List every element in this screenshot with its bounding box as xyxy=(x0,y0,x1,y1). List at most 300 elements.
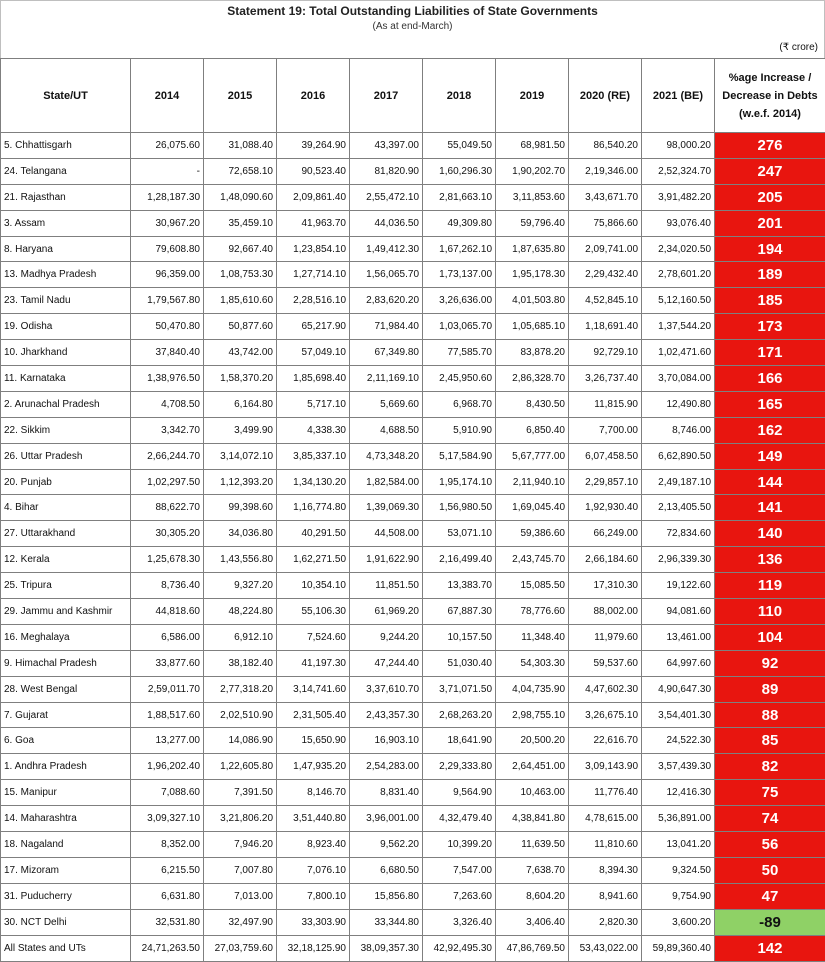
liability-value-cell: 4,73,348.20 xyxy=(350,443,423,469)
liability-value-cell: 2,45,950.60 xyxy=(423,366,496,392)
liability-value-cell: 49,309.80 xyxy=(423,210,496,236)
liability-value-cell: 3,499.90 xyxy=(204,417,277,443)
liability-value-cell: 15,650.90 xyxy=(277,728,350,754)
liability-value-cell: 24,71,263.50 xyxy=(131,935,204,961)
liability-value-cell: 37,840.40 xyxy=(131,340,204,366)
liability-value-cell: 9,324.50 xyxy=(642,857,715,883)
pct-change-cell: 104 xyxy=(715,624,825,650)
liability-value-cell: 59,537.60 xyxy=(569,650,642,676)
liability-value-cell: 2,64,451.00 xyxy=(496,754,569,780)
liability-value-cell: 2,09,741.00 xyxy=(569,236,642,262)
liability-value-cell: 2,83,620.20 xyxy=(350,288,423,314)
liability-value-cell: 44,036.50 xyxy=(350,210,423,236)
liability-value-cell: 11,815.90 xyxy=(569,391,642,417)
liability-value-cell: 14,086.90 xyxy=(204,728,277,754)
pct-change-cell: 89 xyxy=(715,676,825,702)
liability-value-cell: 17,310.30 xyxy=(569,573,642,599)
header-year: 2019 xyxy=(496,59,569,133)
liabilities-table xyxy=(0,58,825,962)
header-year: 2020 (RE) xyxy=(569,59,642,133)
liability-value-cell: 8,923.40 xyxy=(277,832,350,858)
liability-value-cell: 50,470.80 xyxy=(131,314,204,340)
liability-value-cell: 5,910.90 xyxy=(423,417,496,443)
liability-value-cell: 1,12,393.20 xyxy=(204,469,277,495)
pct-change-cell: 201 xyxy=(715,210,825,236)
liability-value-cell: 2,29,333.80 xyxy=(423,754,496,780)
header-row xyxy=(1,59,825,133)
liability-value-cell: 27,03,759.60 xyxy=(204,935,277,961)
liability-value-cell: 3,26,636.00 xyxy=(423,288,496,314)
liability-value-cell: 1,90,202.70 xyxy=(496,158,569,184)
liability-value-cell: 1,49,412.30 xyxy=(350,236,423,262)
liability-value-cell: 3,406.40 xyxy=(496,909,569,935)
liability-value-cell: 54,303.30 xyxy=(496,650,569,676)
liability-value-cell: 6,968.70 xyxy=(423,391,496,417)
liability-value-cell: 1,05,685.10 xyxy=(496,314,569,340)
liability-value-cell: 8,430.50 xyxy=(496,391,569,417)
pct-change-cell: 205 xyxy=(715,184,825,210)
liability-value-cell: 11,979.60 xyxy=(569,624,642,650)
liability-value-cell: 24,522.30 xyxy=(642,728,715,754)
liability-value-cell: 2,55,472.10 xyxy=(350,184,423,210)
liability-value-cell: 78,776.60 xyxy=(496,599,569,625)
liability-value-cell: 6,912.10 xyxy=(204,624,277,650)
liability-value-cell: 43,397.00 xyxy=(350,133,423,159)
state-name-cell: 19. Odisha xyxy=(1,314,131,340)
liability-value-cell: 93,076.40 xyxy=(642,210,715,236)
liability-value-cell: 12,416.30 xyxy=(642,780,715,806)
liability-value-cell: 22,616.70 xyxy=(569,728,642,754)
state-name-cell: 2. Arunachal Pradesh xyxy=(1,391,131,417)
table-row xyxy=(1,210,825,236)
liability-value-cell: 92,729.10 xyxy=(569,340,642,366)
table-row xyxy=(1,366,825,392)
liability-value-cell: 88,002.00 xyxy=(569,599,642,625)
pct-change-cell: 162 xyxy=(715,417,825,443)
liability-value-cell: 51,030.40 xyxy=(423,650,496,676)
state-name-cell: 18. Nagaland xyxy=(1,832,131,858)
liability-value-cell: 2,86,328.70 xyxy=(496,366,569,392)
liability-value-cell: 3,09,143.90 xyxy=(569,754,642,780)
liability-value-cell: 3,70,084.00 xyxy=(642,366,715,392)
liability-value-cell: 7,547.00 xyxy=(423,857,496,883)
liability-value-cell: 3,342.70 xyxy=(131,417,204,443)
liability-value-cell: 8,352.00 xyxy=(131,832,204,858)
pct-change-cell: 194 xyxy=(715,236,825,262)
liability-value-cell: 7,638.70 xyxy=(496,857,569,883)
liability-value-cell: 3,09,327.10 xyxy=(131,806,204,832)
liability-value-cell: 7,013.00 xyxy=(204,883,277,909)
table-row xyxy=(1,780,825,806)
liability-value-cell: 8,394.30 xyxy=(569,857,642,883)
liability-value-cell: 41,197.30 xyxy=(277,650,350,676)
liability-value-cell: - xyxy=(131,158,204,184)
liability-value-cell: 3,54,401.30 xyxy=(642,702,715,728)
liability-value-cell: 86,540.20 xyxy=(569,133,642,159)
pct-change-cell: 165 xyxy=(715,391,825,417)
liability-value-cell: 1,96,202.40 xyxy=(131,754,204,780)
liability-value-cell: 1,27,714.10 xyxy=(277,262,350,288)
liability-value-cell: 1,82,584.00 xyxy=(350,469,423,495)
table-row xyxy=(1,288,825,314)
table-row xyxy=(1,340,825,366)
table-row xyxy=(1,935,825,961)
liability-value-cell: 7,007.80 xyxy=(204,857,277,883)
liability-value-cell: 77,585.70 xyxy=(423,340,496,366)
liability-value-cell: 2,66,244.70 xyxy=(131,443,204,469)
liability-value-cell: 3,51,440.80 xyxy=(277,806,350,832)
state-name-cell: 13. Madhya Pradesh xyxy=(1,262,131,288)
liability-value-cell: 75,866.60 xyxy=(569,210,642,236)
state-name-cell: 7. Gujarat xyxy=(1,702,131,728)
pct-change-cell: 144 xyxy=(715,469,825,495)
liability-value-cell: 41,963.70 xyxy=(277,210,350,236)
pct-change-cell: 47 xyxy=(715,883,825,909)
liability-value-cell: 33,303.90 xyxy=(277,909,350,935)
liability-value-cell: 2,13,405.50 xyxy=(642,495,715,521)
liability-value-cell: 2,98,755.10 xyxy=(496,702,569,728)
liability-value-cell: 8,831.40 xyxy=(350,780,423,806)
liability-value-cell: 44,818.60 xyxy=(131,599,204,625)
table-row xyxy=(1,521,825,547)
liability-value-cell: 1,95,178.30 xyxy=(496,262,569,288)
liability-value-cell: 53,071.10 xyxy=(423,521,496,547)
liability-value-cell: 39,264.90 xyxy=(277,133,350,159)
state-name-cell: 27. Uttarakhand xyxy=(1,521,131,547)
liability-value-cell: 68,981.50 xyxy=(496,133,569,159)
liability-value-cell: 67,887.30 xyxy=(423,599,496,625)
liability-value-cell: 2,16,499.40 xyxy=(423,547,496,573)
liability-value-cell: 6,07,458.50 xyxy=(569,443,642,469)
liability-value-cell: 42,92,495.30 xyxy=(423,935,496,961)
liability-value-cell: 3,43,671.70 xyxy=(569,184,642,210)
liability-value-cell: 1,73,137.00 xyxy=(423,262,496,288)
liability-value-cell: 6,680.50 xyxy=(350,857,423,883)
liability-value-cell: 59,796.40 xyxy=(496,210,569,236)
table-row xyxy=(1,547,825,573)
header-year: 2018 xyxy=(423,59,496,133)
liability-value-cell: 11,639.50 xyxy=(496,832,569,858)
pct-change-cell: 189 xyxy=(715,262,825,288)
state-name-cell: 22. Sikkim xyxy=(1,417,131,443)
table-row xyxy=(1,909,825,935)
liability-value-cell: 12,490.80 xyxy=(642,391,715,417)
liability-value-cell: 72,658.10 xyxy=(204,158,277,184)
state-name-cell: 30. NCT Delhi xyxy=(1,909,131,935)
liability-value-cell: 30,305.20 xyxy=(131,521,204,547)
liability-value-cell: 1,43,556.80 xyxy=(204,547,277,573)
state-name-cell: 12. Kerala xyxy=(1,547,131,573)
state-name-cell: All States and UTs xyxy=(1,935,131,961)
state-name-cell: 14. Maharashtra xyxy=(1,806,131,832)
liability-value-cell: 4,90,647.30 xyxy=(642,676,715,702)
liability-value-cell: 3,26,675.10 xyxy=(569,702,642,728)
liability-value-cell: 2,29,432.40 xyxy=(569,262,642,288)
liability-value-cell: 6,850.40 xyxy=(496,417,569,443)
header-pct-line: %age Increase / xyxy=(718,69,822,87)
table-row xyxy=(1,443,825,469)
liability-value-cell: 1,85,698.40 xyxy=(277,366,350,392)
liability-value-cell: 1,56,065.70 xyxy=(350,262,423,288)
liability-value-cell: 1,18,691.40 xyxy=(569,314,642,340)
liability-value-cell: 5,36,891.00 xyxy=(642,806,715,832)
liability-value-cell: 2,96,339.30 xyxy=(642,547,715,573)
table-row xyxy=(1,883,825,909)
table-row xyxy=(1,417,825,443)
liability-value-cell: 1,02,471.60 xyxy=(642,340,715,366)
liability-value-cell: 1,85,610.60 xyxy=(204,288,277,314)
header-year: 2017 xyxy=(350,59,423,133)
liability-value-cell: 38,09,357.30 xyxy=(350,935,423,961)
liability-value-cell: 38,182.40 xyxy=(204,650,277,676)
liability-value-cell: 1,34,130.20 xyxy=(277,469,350,495)
pct-change-cell: 171 xyxy=(715,340,825,366)
state-name-cell: 6. Goa xyxy=(1,728,131,754)
liability-value-cell: 7,088.60 xyxy=(131,780,204,806)
statement-title: Statement 19: Total Outstanding Liabilities of State Governments xyxy=(1,1,824,18)
liability-value-cell: 3,71,071.50 xyxy=(423,676,496,702)
liability-value-cell: 83,878.20 xyxy=(496,340,569,366)
liability-value-cell: 19,122.60 xyxy=(642,573,715,599)
liability-value-cell: 2,81,663.10 xyxy=(423,184,496,210)
unit-label: (₹ crore) xyxy=(0,38,825,58)
state-name-cell: 4. Bihar xyxy=(1,495,131,521)
liability-value-cell: 1,48,090.60 xyxy=(204,184,277,210)
liability-value-cell: 3,11,853.60 xyxy=(496,184,569,210)
liability-value-cell: 2,31,505.40 xyxy=(277,702,350,728)
liability-value-cell: 3,14,741.60 xyxy=(277,676,350,702)
liability-value-cell: 6,164.80 xyxy=(204,391,277,417)
liability-value-cell: 3,600.20 xyxy=(642,909,715,935)
liability-value-cell: 47,244.40 xyxy=(350,650,423,676)
liability-value-cell: 2,29,857.10 xyxy=(569,469,642,495)
liability-value-cell: 8,604.20 xyxy=(496,883,569,909)
table-row xyxy=(1,469,825,495)
liability-value-cell: 2,28,516.10 xyxy=(277,288,350,314)
pct-change-cell: 149 xyxy=(715,443,825,469)
state-name-cell: 20. Punjab xyxy=(1,469,131,495)
liability-value-cell: 4,04,735.90 xyxy=(496,676,569,702)
state-name-cell: 24. Telangana xyxy=(1,158,131,184)
liability-value-cell: 66,249.00 xyxy=(569,521,642,547)
liability-value-cell: 2,66,184.60 xyxy=(569,547,642,573)
liability-value-cell: 2,11,169.10 xyxy=(350,366,423,392)
liability-value-cell: 4,78,615.00 xyxy=(569,806,642,832)
liability-value-cell: 2,54,283.00 xyxy=(350,754,423,780)
liability-value-cell: 35,459.10 xyxy=(204,210,277,236)
liability-value-cell: 57,049.10 xyxy=(277,340,350,366)
pct-change-cell: 50 xyxy=(715,857,825,883)
liability-value-cell: 1,95,174.10 xyxy=(423,469,496,495)
liability-value-cell: 5,669.60 xyxy=(350,391,423,417)
liability-value-cell: 2,19,346.00 xyxy=(569,158,642,184)
state-name-cell: 21. Rajasthan xyxy=(1,184,131,210)
liability-value-cell: 90,523.40 xyxy=(277,158,350,184)
state-name-cell: 1. Andhra Pradesh xyxy=(1,754,131,780)
liability-value-cell: 1,62,271.50 xyxy=(277,547,350,573)
liability-value-cell: 3,26,737.40 xyxy=(569,366,642,392)
table-row xyxy=(1,832,825,858)
liability-value-cell: 2,78,601.20 xyxy=(642,262,715,288)
liability-value-cell: 7,076.10 xyxy=(277,857,350,883)
state-name-cell: 26. Uttar Pradesh xyxy=(1,443,131,469)
liability-value-cell: 13,383.70 xyxy=(423,573,496,599)
header-pct-line: Decrease in Debts xyxy=(718,87,822,105)
liability-value-cell: 20,500.20 xyxy=(496,728,569,754)
liability-value-cell: 98,000.20 xyxy=(642,133,715,159)
liability-value-cell: 9,564.90 xyxy=(423,780,496,806)
state-name-cell: 16. Meghalaya xyxy=(1,624,131,650)
liability-value-cell: 94,081.60 xyxy=(642,599,715,625)
liability-value-cell: 8,746.00 xyxy=(642,417,715,443)
liability-value-cell: 43,742.00 xyxy=(204,340,277,366)
liability-value-cell: 33,344.80 xyxy=(350,909,423,935)
liability-value-cell: 2,02,510.90 xyxy=(204,702,277,728)
liability-value-cell: 64,997.60 xyxy=(642,650,715,676)
liability-value-cell: 81,820.90 xyxy=(350,158,423,184)
liability-value-cell: 50,877.60 xyxy=(204,314,277,340)
state-name-cell: 10. Jharkhand xyxy=(1,340,131,366)
statement-subtitle: (As at end-March) xyxy=(1,18,824,32)
liability-value-cell: 16,903.10 xyxy=(350,728,423,754)
pct-change-cell: 110 xyxy=(715,599,825,625)
liability-value-cell: 30,967.20 xyxy=(131,210,204,236)
liability-value-cell: 8,941.60 xyxy=(569,883,642,909)
liability-value-cell: 32,497.90 xyxy=(204,909,277,935)
liability-value-cell: 4,38,841.80 xyxy=(496,806,569,832)
table-row xyxy=(1,702,825,728)
liability-value-cell: 67,349.80 xyxy=(350,340,423,366)
liability-value-cell: 9,244.20 xyxy=(350,624,423,650)
liability-value-cell: 8,736.40 xyxy=(131,573,204,599)
liability-value-cell: 2,11,940.10 xyxy=(496,469,569,495)
pct-change-cell: 247 xyxy=(715,158,825,184)
liability-value-cell: 99,398.60 xyxy=(204,495,277,521)
liability-value-cell: 1,08,753.30 xyxy=(204,262,277,288)
table-row xyxy=(1,676,825,702)
header-state: State/UT xyxy=(1,59,131,133)
liability-value-cell: 8,146.70 xyxy=(277,780,350,806)
state-name-cell: 11. Karnataka xyxy=(1,366,131,392)
liability-value-cell: 1,69,045.40 xyxy=(496,495,569,521)
pct-change-cell: 173 xyxy=(715,314,825,340)
pct-change-cell: 166 xyxy=(715,366,825,392)
liability-value-cell: 53,43,022.00 xyxy=(569,935,642,961)
liability-value-cell: 32,531.80 xyxy=(131,909,204,935)
liability-value-cell: 1,87,635.80 xyxy=(496,236,569,262)
table-row xyxy=(1,599,825,625)
state-name-cell: 9. Himachal Pradesh xyxy=(1,650,131,676)
liability-value-cell: 71,984.40 xyxy=(350,314,423,340)
table-row xyxy=(1,806,825,832)
state-name-cell: 8. Haryana xyxy=(1,236,131,262)
liability-value-cell: 2,43,745.70 xyxy=(496,547,569,573)
liability-value-cell: 32,18,125.90 xyxy=(277,935,350,961)
title-band xyxy=(0,0,825,38)
liability-value-cell: 47,86,769.50 xyxy=(496,935,569,961)
liability-value-cell: 7,263.60 xyxy=(423,883,496,909)
pct-change-cell: 92 xyxy=(715,650,825,676)
liability-value-cell: 15,085.50 xyxy=(496,573,569,599)
liability-value-cell: 9,754.90 xyxy=(642,883,715,909)
pct-change-cell: 142 xyxy=(715,935,825,961)
liability-value-cell: 6,586.00 xyxy=(131,624,204,650)
liability-value-cell: 9,327.20 xyxy=(204,573,277,599)
pct-change-cell: 140 xyxy=(715,521,825,547)
table-row xyxy=(1,857,825,883)
state-name-cell: 3. Assam xyxy=(1,210,131,236)
state-name-cell: 28. West Bengal xyxy=(1,676,131,702)
liability-value-cell: 1,28,187.30 xyxy=(131,184,204,210)
pct-change-cell: 141 xyxy=(715,495,825,521)
liability-value-cell: 1,56,980.50 xyxy=(423,495,496,521)
liability-value-cell: 18,641.90 xyxy=(423,728,496,754)
liability-value-cell: 59,386.60 xyxy=(496,521,569,547)
liability-value-cell: 5,12,160.50 xyxy=(642,288,715,314)
pct-change-cell: 88 xyxy=(715,702,825,728)
liability-value-cell: 4,01,503.80 xyxy=(496,288,569,314)
liability-value-cell: 4,47,602.30 xyxy=(569,676,642,702)
liability-value-cell: 13,461.00 xyxy=(642,624,715,650)
pct-change-cell: 185 xyxy=(715,288,825,314)
liability-value-cell: 7,946.20 xyxy=(204,832,277,858)
liability-value-cell: 1,37,544.20 xyxy=(642,314,715,340)
liability-value-cell: 2,59,011.70 xyxy=(131,676,204,702)
liability-value-cell: 1,38,976.50 xyxy=(131,366,204,392)
liability-value-cell: 6,215.50 xyxy=(131,857,204,883)
state-name-cell: 5. Chhattisgarh xyxy=(1,133,131,159)
liability-value-cell: 61,969.20 xyxy=(350,599,423,625)
liability-value-cell: 3,21,806.20 xyxy=(204,806,277,832)
liability-value-cell: 3,96,001.00 xyxy=(350,806,423,832)
pct-change-cell: 85 xyxy=(715,728,825,754)
pct-change-cell: 276 xyxy=(715,133,825,159)
liability-value-cell: 31,088.40 xyxy=(204,133,277,159)
table-row xyxy=(1,184,825,210)
liability-value-cell: 7,700.00 xyxy=(569,417,642,443)
liability-value-cell: 48,224.80 xyxy=(204,599,277,625)
liability-value-cell: 7,800.10 xyxy=(277,883,350,909)
pct-change-cell: 119 xyxy=(715,573,825,599)
liability-value-cell: 1,16,774.80 xyxy=(277,495,350,521)
liability-value-cell: 1,60,296.30 xyxy=(423,158,496,184)
table-row xyxy=(1,754,825,780)
liability-value-cell: 5,717.10 xyxy=(277,391,350,417)
liability-value-cell: 4,338.30 xyxy=(277,417,350,443)
liability-value-cell: 1,58,370.20 xyxy=(204,366,277,392)
header-year: 2021 (BE) xyxy=(642,59,715,133)
liability-value-cell: 1,91,622.90 xyxy=(350,547,423,573)
liability-value-cell: 3,85,337.10 xyxy=(277,443,350,469)
liability-value-cell: 11,776.40 xyxy=(569,780,642,806)
pct-change-cell: 56 xyxy=(715,832,825,858)
liability-value-cell: 2,09,861.40 xyxy=(277,184,350,210)
table-row xyxy=(1,314,825,340)
table-row xyxy=(1,133,825,159)
liability-value-cell: 4,708.50 xyxy=(131,391,204,417)
liability-value-cell: 10,399.20 xyxy=(423,832,496,858)
liability-value-cell: 3,57,439.30 xyxy=(642,754,715,780)
liability-value-cell: 1,67,262.10 xyxy=(423,236,496,262)
liability-value-cell: 11,851.50 xyxy=(350,573,423,599)
liability-value-cell: 44,508.00 xyxy=(350,521,423,547)
liability-value-cell: 40,291.50 xyxy=(277,521,350,547)
liability-value-cell: 9,562.20 xyxy=(350,832,423,858)
liability-value-cell: 1,88,517.60 xyxy=(131,702,204,728)
liability-value-cell: 4,32,479.40 xyxy=(423,806,496,832)
liability-value-cell: 10,354.10 xyxy=(277,573,350,599)
liability-value-cell: 26,075.60 xyxy=(131,133,204,159)
